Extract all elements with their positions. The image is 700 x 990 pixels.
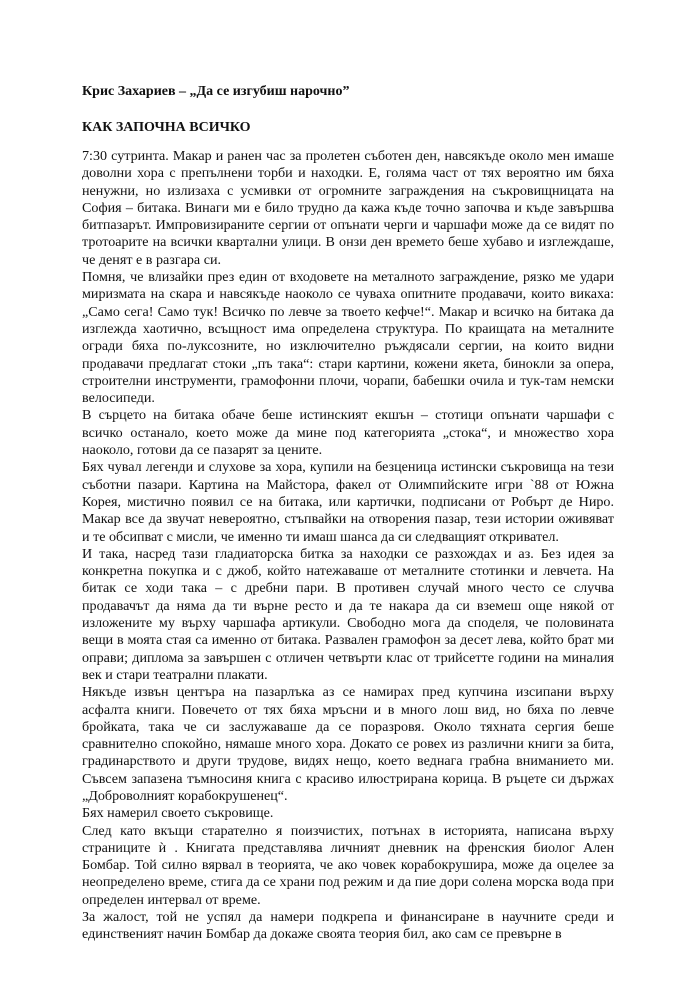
body-text <box>82 148 614 944</box>
paragraph: И така, насред тази гладиаторска битка за находки се разхождах и аз. Без идея за конкретна покупка и с джоб, който натежаваше от металните стотинки и левчета. На битак се ходи така – с дребни пари. В противен случай много често се случва продавачът да няма да ти върне ресто и да те накара да си вземеш още някой от изложените му върху чаршафа артикули. Свободно мога да споделя, че половината вещи в моята стая са именно от битака. Развален грамофон за десет лева, който брат ми оправи; диплома за завършен с отличен четвърти клас от трийсетте години на миналия век и стари театрални плакати. <box>82 545 614 683</box>
paragraph: За жалост, той не успял да намери подкрепа и финансиране в научните среди и единственият начин Бомбар да докаже своята теория бил, ако сам се превърне в <box>82 909 614 943</box>
paragraph: Бях намерил своето съкровище. <box>82 805 274 822</box>
author-title: Крис Захариев – „Да се изгубиш нарочно” <box>82 84 350 99</box>
paragraph: Някъде извън центъра на пазарлъка аз се намирах пред купчина изсипани върху асфалта книги. Повечето от тях бяха мръсни и в много лош вид, но бяха по левче бройката, така че си заслужаваше да се поразровя. Около тяхната сергия беше сравнително спокойно, нямаше много хора. Докато се ровех из различни книги за бита, градинарството и други трудове, видях нещо, което веднага грабна вниманието ми. Съвсем запазена тъмносиня книга с красиво илюстрирана корица. В ръцете си държах „Доброволният корабокрушенец“. <box>82 684 614 804</box>
paragraph: 7:30 сутринта. Макар и ранен час за пролетен съботен ден, навсякъде около мен имаше доволни хора с препълнени торби и находки. Е, голяма част от тях вероятно им бяха ненужни, но излизаха с усмивки от огромните заграждения на съкровищницата на София – битака. Винаги ми е било трудно да кажа къде точно започва и къде завършва битпазарът. Импровизираните сергии от опънати черги и чаршафи може да се видят по тротоарите на всички квартални улици. В онзи ден времето беше хубаво и изглеждаше, че денят е в разгара си. <box>82 148 614 268</box>
chapter-heading: КАК ЗАПОЧНА ВСИЧКО <box>82 120 251 135</box>
paragraph: Помня, че влизайки през един от входовете на металното заграждение, рязко ме удари миризмата на скара и навсякъде наоколо се чуваха опитните продавачи, които викаха: „Само сега! Само тук! Всичко по левче за твоето кефче!“. Макар и всичко на битака да изглежда хаотично, всъщност има определена структура. По краищата на металните огради бяха по-луксозните, но изключително ръждясали сергии, на които видни продавачи предлагат стоки „пъ така“: стари картини, кожени якета, бинокли за опера, строителни инструменти, грамофонни плочи, чорапи, бабешки очила и тук-там немски велосипеди. <box>82 269 614 407</box>
paragraph: След като вкъщи старателно я поизчистих, потънах в историята, написана върху страниците ѝ . Книгата представлява личният дневник на френския биолог Ален Бомбар. Той силно вярвал в теорията, че ако човек корабокрушира, може да оцелее за неопределено време, стига да се храни под режим и да пие дори солена морска вода при определен интервал от време. <box>82 822 614 908</box>
paragraph: Бях чувал легенди и слухове за хора, купили на безценица истински съкровища на тези съботни пазари. Картина на Майстора, факел от Олимпийските игри `88 от Южна Корея, мистично появил се на битака, или картички, подписани от Робърт де Ниро. Макар все да звучат невероятно, стъпвайки на отворения пазар, тези истории оживяват и те обсипват с мисли, че именно ти имаш шанса да си следващият откривател. <box>82 459 614 545</box>
paragraph: В сърцето на битака обаче беше истинският екшън – стотици опънати чаршафи с всичко останало, което може да мине под категорията „стока“, и множество хора наоколо, готови да се пазарят за цените. <box>82 407 614 459</box>
